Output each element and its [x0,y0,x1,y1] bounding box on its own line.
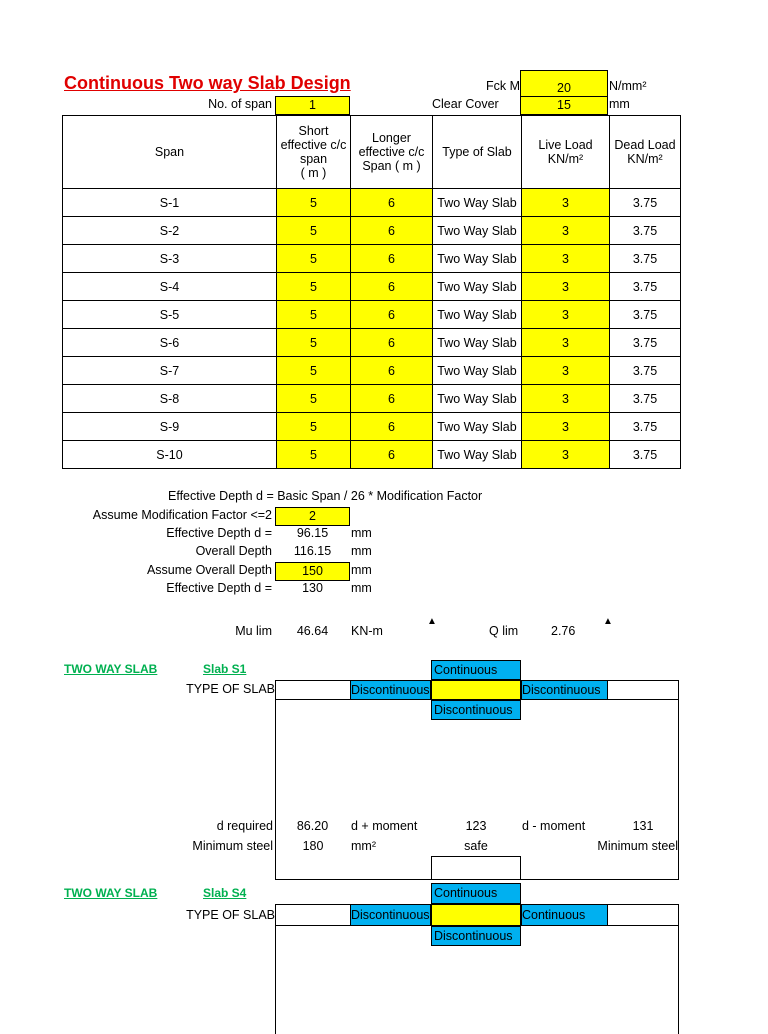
short-span-cell[interactable]: 5 [277,217,351,245]
edge-right: Continuous [521,904,608,926]
eff-depth-label: Effective Depth d = [166,526,272,540]
short-span-cell[interactable]: 5 [277,385,351,413]
col-short-line2: effective c/c [280,138,347,152]
slab-center-cell [431,680,521,700]
overall-depth-value: 116.15 [293,544,332,558]
longer-span-cell[interactable]: 6 [351,301,433,329]
no-of-span-input[interactable]: 1 [275,96,350,115]
span-cell: S-3 [63,245,277,273]
col-short-line4: ( m ) [300,166,327,180]
longer-span-cell[interactable]: 6 [351,217,433,245]
longer-span-cell[interactable]: 6 [351,441,433,469]
assume-overall-label: Assume Overall Depth [146,563,272,577]
table-row [63,189,681,217]
col-dead-load [610,116,681,189]
span-table [62,115,681,469]
fck-label: Fck M [485,79,520,93]
mu-lim-label: Mu lim [235,624,272,638]
slab-type-cell: Two Way Slab [433,273,522,301]
table-row [63,245,681,273]
dead-load-cell: 3.75 [610,357,681,385]
d-required-label: d required [216,819,273,833]
col-longer-line1: Longer [372,131,411,145]
table-header-row [63,116,681,189]
longer-span-cell[interactable]: 6 [351,329,433,357]
mod-factor-input[interactable]: 2 [275,507,350,526]
short-span-cell[interactable]: 5 [277,245,351,273]
dead-load-cell: 3.75 [610,301,681,329]
short-span-cell[interactable]: 5 [277,189,351,217]
edge-left: Discontinuous [350,680,431,700]
clear-cover-input[interactable]: 15 [520,96,608,115]
table-row [63,413,681,441]
live-load-cell[interactable]: 3 [522,385,610,413]
table-row [63,357,681,385]
table-row [63,301,681,329]
short-span-cell[interactable]: 5 [277,357,351,385]
col-longer-span [351,116,433,189]
mod-factor-label: Assume Modification Factor <=2 [92,508,272,522]
clear-cover-label: Clear Cover [432,97,499,111]
min-steel-value: 180 [276,839,350,853]
slab-type-cell: Two Way Slab [433,189,522,217]
slab-type-cell: Two Way Slab [433,385,522,413]
col-dead-line2: KN/m² [627,152,663,166]
live-load-cell[interactable]: 3 [522,301,610,329]
span-cell: S-1 [63,189,277,217]
eff-depth-value: 96.15 [296,526,329,540]
eff-depth-unit: mm [351,526,372,540]
live-load-cell[interactable]: 3 [522,441,610,469]
span-cell: S-4 [63,273,277,301]
fck-input[interactable]: 20 [520,70,608,97]
min-steel-label: Minimum steel [170,839,273,853]
live-load-cell[interactable]: 3 [522,245,610,273]
mu-lim-value: 46.64 [296,624,329,638]
live-load-cell[interactable]: 3 [522,217,610,245]
table-row [63,385,681,413]
col-live-load [522,116,610,189]
table-row [63,217,681,245]
span-cell: S-5 [63,301,277,329]
min-steel-label-2: Minimum steel [560,839,678,853]
span-cell: S-6 [63,329,277,357]
dead-load-cell: 3.75 [610,189,681,217]
no-of-span-label: No. of span [208,97,272,111]
eff-depth2-label: Effective Depth d = [166,581,272,595]
span-cell: S-7 [63,357,277,385]
edge-bottom: Discontinuous [431,700,521,720]
col-span: Span [63,116,277,189]
col-short-span [277,116,351,189]
slab-type-cell: Two Way Slab [433,329,522,357]
eff-depth2-value: 130 [302,581,323,595]
overall-depth-label: Overall Depth [195,544,272,558]
table-row [63,273,681,301]
slab-type-cell: Two Way Slab [433,301,522,329]
slab-center-cell [431,904,521,926]
fck-unit: N/mm² [609,79,647,93]
dead-load-cell: 3.75 [610,329,681,357]
live-load-cell[interactable]: 3 [522,273,610,301]
longer-span-cell[interactable]: 6 [351,273,433,301]
d-pos-moment-value: 123 [465,819,487,833]
d-neg-moment-value: 131 [632,819,654,833]
short-span-cell[interactable]: 5 [277,329,351,357]
table-row [63,441,681,469]
span-cell: S-2 [63,217,277,245]
clear-cover-unit: mm [609,97,630,111]
dead-load-cell: 3.75 [610,245,681,273]
formula-text: Effective Depth d = Basic Span / 26 * Modification Factor [168,489,483,503]
live-load-cell[interactable]: 3 [522,413,610,441]
q-lim-label: Q lim [489,624,519,638]
col-short-line3: span [299,152,328,166]
edge-top: Continuous [431,883,521,904]
col-short-line1: Short [298,124,329,138]
d-pos-moment-label: d + moment [351,819,418,833]
eff-depth2-unit: mm [351,581,372,595]
short-span-cell[interactable]: 5 [277,441,351,469]
short-span-cell[interactable]: 5 [277,301,351,329]
slab-type-cell: Two Way Slab [433,357,522,385]
longer-span-cell[interactable]: 6 [351,189,433,217]
status-text: safe [464,839,488,853]
live-load-cell[interactable]: 3 [522,357,610,385]
slab-bottom-cell [431,856,521,880]
d-required-value: 86.20 [296,819,329,833]
longer-span-cell[interactable]: 6 [351,357,433,385]
slab-name: Slab S1 [203,662,247,676]
arrow-up-icon: ▲ [427,616,437,627]
slab-type-cell: Two Way Slab [433,441,522,469]
longer-span-cell[interactable]: 6 [351,245,433,273]
dead-load-cell: 3.75 [610,217,681,245]
assume-overall-input[interactable]: 150 [275,562,350,581]
span-cell: S-9 [63,413,277,441]
slab-type-cell: Two Way Slab [433,217,522,245]
col-longer-line2: effective c/c [358,145,425,159]
col-live-line2: KN/m² [547,152,584,166]
overall-depth-unit: mm [351,544,372,558]
slab-name: Slab S4 [203,886,247,900]
short-span-cell[interactable]: 5 [277,273,351,301]
min-steel-unit: mm² [351,839,376,853]
arrow-up-icon: ▲ [603,616,613,627]
type-of-slab-label: TYPE OF SLAB [186,908,275,922]
edge-left: Discontinuous [350,904,431,926]
two-way-slab-label: TWO WAY SLAB [64,662,158,676]
edge-right: Discontinuous [521,680,608,700]
type-of-slab-label: TYPE OF SLAB [186,682,275,696]
q-lim-value: 2.76 [551,624,576,638]
slab-type-cell: Two Way Slab [433,413,522,441]
span-cell: S-8 [63,385,277,413]
longer-span-cell[interactable]: 6 [351,385,433,413]
dead-load-cell: 3.75 [610,273,681,301]
longer-span-cell[interactable]: 6 [351,413,433,441]
edge-top: Continuous [431,660,521,680]
col-type-of-slab: Type of Slab [433,116,522,189]
edge-bottom: Discontinuous [431,926,521,946]
page-title: Continuous Two way Slab Design [64,73,351,93]
live-load-cell[interactable]: 3 [522,189,610,217]
two-way-slab-label: TWO WAY SLAB [64,886,158,900]
col-live-line1: Live Load [538,138,593,152]
col-longer-line3: Span ( m ) [362,159,421,173]
short-span-cell[interactable]: 5 [277,413,351,441]
d-neg-moment-label: d - moment [522,819,586,833]
dead-load-cell: 3.75 [610,441,681,469]
dead-load-cell: 3.75 [610,385,681,413]
live-load-cell[interactable]: 3 [522,329,610,357]
slab-type-cell: Two Way Slab [433,245,522,273]
span-cell: S-10 [63,441,277,469]
col-dead-line1: Dead Load [614,138,676,152]
mu-lim-unit: KN-m [351,624,383,638]
table-row [63,329,681,357]
dead-load-cell: 3.75 [610,413,681,441]
assume-overall-unit: mm [351,563,372,577]
